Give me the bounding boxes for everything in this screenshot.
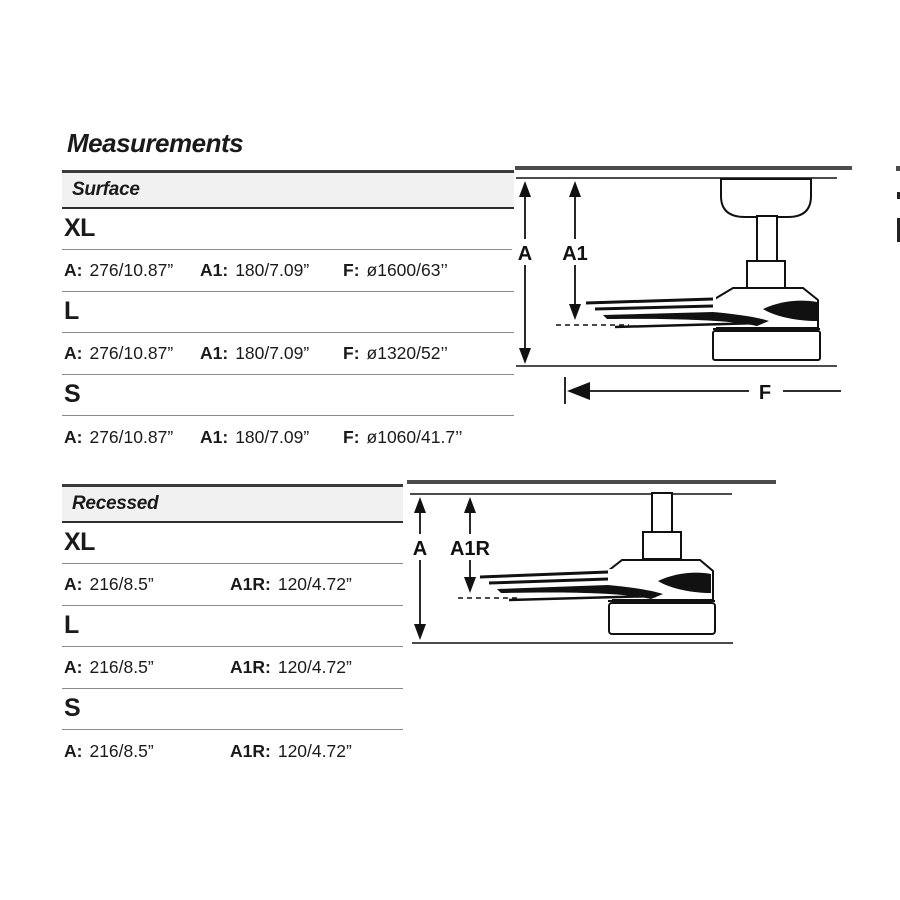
dimension-a-label: A (517, 243, 533, 265)
light-kit-box (713, 331, 820, 360)
spec-a1r-value: 120/4.72” (277, 657, 352, 677)
spec-a-label: A: (64, 657, 83, 677)
spec-f (343, 343, 448, 364)
clipped-content-fragment (896, 166, 900, 171)
spec-a1r (230, 741, 352, 762)
spec-a1r-label: A1R: (230, 657, 271, 677)
size-row-l (62, 292, 514, 333)
spec-f (343, 427, 463, 448)
size-label: XL (64, 214, 95, 242)
spec-a (64, 574, 230, 595)
spec-a-value: 276/10.87” (89, 260, 174, 280)
spec-a1r-label: A1R: (230, 740, 271, 761)
recessed-header-label: Recessed (72, 493, 159, 514)
spec-a1r (230, 574, 352, 595)
spec-a (64, 427, 200, 448)
surface-fan-diagram (505, 158, 900, 410)
spec-row-l (62, 647, 403, 689)
spec-f (343, 260, 448, 281)
spec-a1r-value: 120/4.72” (277, 574, 352, 594)
spec-row-s (62, 416, 514, 458)
spec-row-l (62, 333, 514, 375)
downrod-coupling (643, 532, 681, 559)
size-label: L (64, 611, 79, 639)
spec-f-value: ø1600/63’’ (366, 260, 448, 280)
spec-a1r-label: A1R: (230, 574, 271, 594)
spec-a1-label: A1: (200, 426, 229, 447)
recessed-fan-diagram (400, 468, 800, 660)
surface-measurements-table (62, 170, 514, 458)
spec-f-label: F: (343, 260, 360, 280)
dimension-a-arrow (512, 181, 538, 364)
spec-a1-value: 180/7.09” (235, 343, 310, 363)
spec-f-value: ø1320/52’’ (366, 343, 448, 363)
dimension-a1r-label: A1R (449, 538, 491, 560)
spec-a-value: 276/10.87” (89, 343, 174, 363)
size-row-s (62, 375, 514, 416)
downrod-coupling (747, 261, 785, 288)
size-label: S (64, 694, 81, 722)
downrod (652, 493, 672, 533)
spec-a1r (230, 657, 352, 678)
recessed-table-header (62, 487, 403, 523)
spec-a1 (200, 260, 343, 281)
spec-a-label: A: (64, 426, 83, 447)
spec-a-value: 276/10.87” (89, 426, 174, 447)
dimension-f-arrow (565, 377, 841, 404)
size-row-xl (62, 209, 514, 250)
spec-a (64, 343, 200, 364)
spec-a-label: A: (64, 740, 83, 761)
spec-a (64, 260, 200, 281)
light-kit-box (609, 603, 715, 634)
dimension-a1-arrow (558, 181, 592, 320)
spec-a1r-value: 120/4.72” (277, 740, 352, 761)
spec-f-label: F: (343, 426, 360, 447)
spec-a-value: 216/8.5” (89, 657, 154, 677)
size-label: XL (64, 528, 95, 556)
page-title: Measurements (67, 128, 244, 158)
spec-a1-value: 180/7.09” (235, 260, 310, 280)
spec-row-xl (62, 564, 403, 606)
spec-row-s (62, 730, 403, 772)
spec-a1-value: 180/7.09” (235, 426, 310, 447)
spec-a1 (200, 427, 343, 448)
spec-f-value: ø1060/41.7’’ (366, 426, 463, 447)
size-row-s (62, 689, 403, 730)
size-label: L (64, 297, 79, 325)
size-label: S (64, 380, 81, 408)
spec-row-xl (62, 250, 514, 292)
size-row-xl (62, 523, 403, 564)
spec-a-label: A: (64, 574, 83, 594)
dimension-f-label: F (758, 382, 772, 404)
size-row-l (62, 606, 403, 647)
dimension-a1-label: A1 (562, 243, 588, 265)
recessed-measurements-table (62, 484, 403, 772)
downrod (757, 216, 777, 261)
spec-f-label: F: (343, 343, 360, 363)
spec-a-label: A: (64, 343, 83, 363)
spec-a1 (200, 343, 343, 364)
surface-table-header (62, 173, 514, 209)
spec-a1-label: A1: (200, 343, 229, 363)
canopy (721, 179, 811, 217)
spec-a-label: A: (64, 260, 83, 280)
dimension-a-label: A (412, 538, 428, 560)
spec-a-value: 216/8.5” (89, 740, 154, 761)
spec-a-value: 216/8.5” (89, 574, 154, 594)
spec-a (64, 741, 230, 762)
dimension-a-arrow (407, 497, 433, 640)
surface-header-label: Surface (72, 179, 140, 200)
spec-a (64, 657, 230, 678)
spec-a1-label: A1: (200, 260, 229, 280)
